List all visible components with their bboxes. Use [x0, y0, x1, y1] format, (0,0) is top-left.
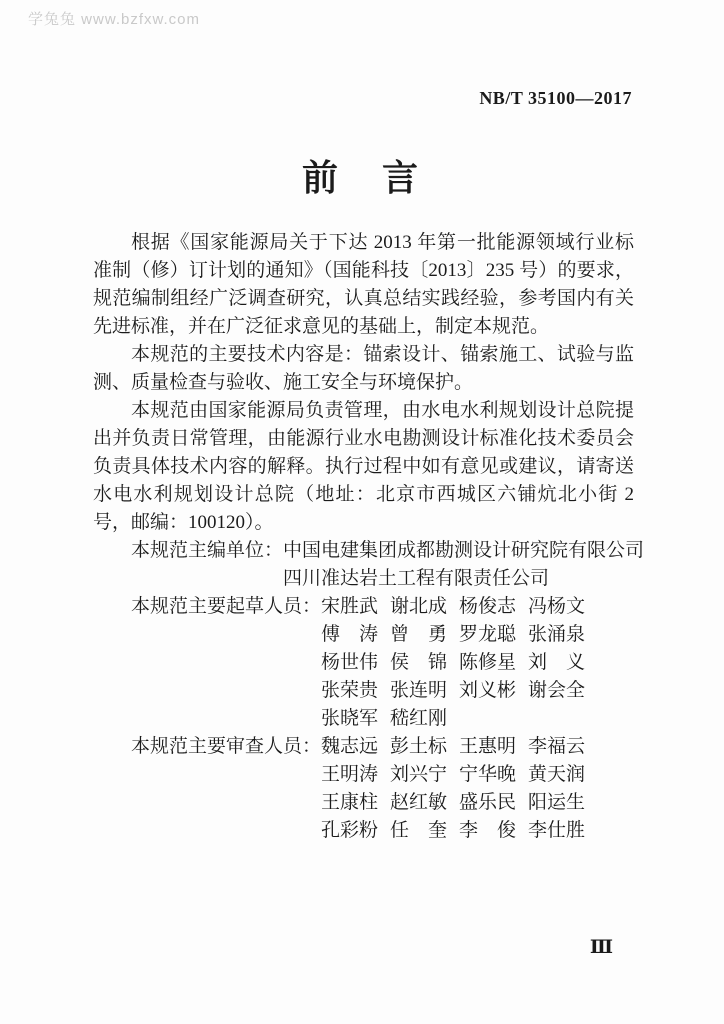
reviewers-name-grid	[321, 733, 586, 845]
person-name: 刘 义	[528, 652, 586, 673]
person-name: 侯 锦	[390, 652, 448, 673]
unit-name: 中国电建集团成都勘测设计研究院有限公司	[283, 540, 645, 561]
person-name: 黄天润	[528, 764, 586, 785]
drafters-section	[93, 593, 634, 733]
unit-name: 四川准达岩土工程有限责任公司	[283, 568, 550, 589]
person-name: 张连明	[390, 680, 448, 701]
reviewers-label: 本规范主要审查人员：	[131, 736, 322, 757]
person-name: 杨世伟	[321, 652, 379, 673]
person-name: 嵇红刚	[390, 708, 448, 729]
person-name: 刘兴宁	[390, 764, 448, 785]
person-name: 张荣贵	[321, 680, 379, 701]
person-name: 冯杨文	[528, 596, 586, 617]
standard-number: NB/T 35100—2017	[479, 88, 632, 108]
person-name: 王明涛	[321, 764, 379, 785]
paragraph-contents: 本规范的主要技术内容是：锚索设计、锚索施工、试验与监测、质量检查与验收、施工安全与环境保护。	[93, 344, 634, 393]
drafters-name-grid	[321, 593, 586, 733]
person-name: 曾 勇	[390, 624, 448, 645]
drafters-label: 本规范主要起草人员：	[131, 596, 322, 617]
person-name: 盛乐民	[459, 792, 517, 813]
person-name: 王康柱	[321, 792, 379, 813]
person-name: 张涌泉	[528, 624, 586, 645]
person-name: 李 俊	[459, 820, 517, 841]
site-watermark: 学兔兔 www.bzfxw.com	[28, 11, 201, 28]
person-name: 宁华晚	[459, 764, 517, 785]
person-name: 任 奎	[390, 820, 448, 841]
paragraph-basis: 根据《国家能源局关于下达 2013 年第一批能源领域行业标准制（修）订计划的通知》（国能科技〔2013〕235 号）的要求，规范编制组经广泛调查研究，认真总结实践经验，参考国内有关先进标准，并在广泛征求意见的基础上，制定本规范。	[93, 232, 634, 337]
page-number: Ⅲ	[589, 937, 613, 958]
person-name: 孔彩粉	[321, 820, 379, 841]
person-name: 阳运生	[528, 792, 586, 813]
person-name: 陈修星	[459, 652, 517, 673]
person-name: 李仕胜	[528, 820, 586, 841]
person-name: 罗龙聪	[459, 624, 517, 645]
person-name: 张晓军	[321, 708, 379, 729]
person-name: 李福云	[528, 736, 586, 757]
person-name: 王惠明	[459, 736, 517, 757]
chief-editor-units-section	[93, 537, 645, 593]
person-name: 刘义彬	[459, 680, 517, 701]
person-name: 傅 涛	[321, 624, 379, 645]
chief-editor-unit-list	[283, 537, 644, 593]
person-name: 魏志远	[321, 736, 379, 757]
person-name: 彭土标	[390, 736, 448, 757]
chief-editor-units-label: 本规范主编单位：	[131, 540, 284, 561]
person-name: 杨俊志	[459, 596, 517, 617]
person-name: 谢会全	[528, 680, 586, 701]
person-name: 赵红敏	[390, 792, 448, 813]
paragraph-management: 本规范由国家能源局负责管理，由水电水利规划设计总院提出并负责日常管理，由能源行业水电勘测设计标准化技术委员会负责具体技术内容的解释。执行过程中如有意见或建议，请寄送水电水利规划设计总院（地址：北京市西城区六铺炕北小街 2 号，邮编：100120）。	[93, 400, 634, 533]
person-name: 宋胜武	[321, 596, 379, 617]
document-body	[93, 229, 645, 845]
person-name: 谢北成	[390, 596, 448, 617]
reviewers-section	[93, 733, 634, 845]
page-title: 前 言	[301, 158, 422, 198]
